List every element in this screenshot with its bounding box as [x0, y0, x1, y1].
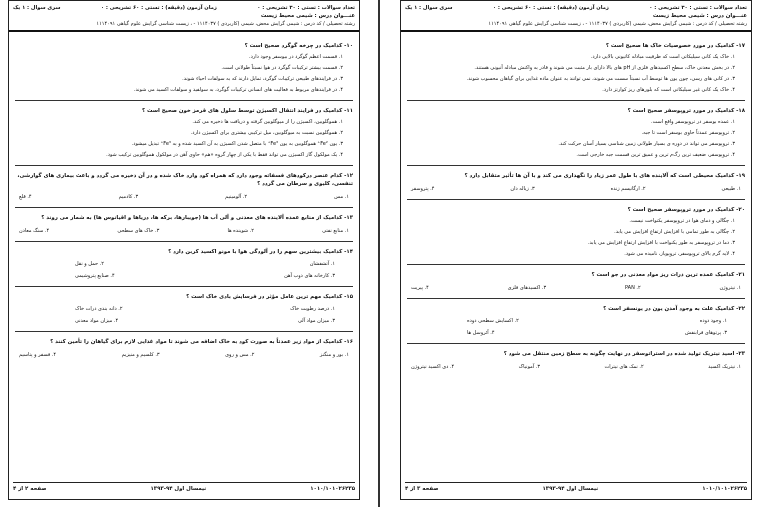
question-20: ۲۰- کدامیک در مورد تروپوسفر صحیح است ؟ — [627, 207, 745, 213]
option: ۱. عمده بوسفر در تروپوسفر واقع است. — [651, 119, 735, 125]
option: ۳. یون Fe²⁺ هموگلوبین به یون Fe³⁺ با متصل شدن اکسیژن به آن اکسید شده و به Fe³⁺ تبدیل میشود. — [131, 141, 343, 147]
option: ۳. کادمیم — [118, 194, 139, 200]
divider — [15, 100, 353, 101]
divider — [407, 264, 745, 265]
page-footer — [13, 482, 355, 495]
course-title: عنـــوان درس : شیمی محیط زیست — [652, 13, 747, 19]
option: ۱. طبیعی — [721, 186, 741, 192]
options-row — [411, 364, 741, 371]
option: ۳. میزان مواد آلی — [297, 318, 335, 324]
option: ۳. کلسیم و منیزیم — [121, 352, 160, 358]
option: ۲. دانه بندی ذرات خاک — [75, 306, 123, 312]
exam-header — [9, 1, 359, 32]
option: ۴. در فرایندهای مربوط به فعالیت های انسانی ترکیبات گوگرد، به سولفید و سولفات اکسید می شوند. — [133, 87, 343, 93]
option: ۴. لایه گرم بالای تروپوسفر، تروپوپاز، نامیده می شود. — [624, 251, 735, 257]
question-11: ۱۱- کدامیک در فرایند انتقال اکسیژن توسط سلول های قرمز خون صحیح است ؟ — [142, 108, 353, 114]
question-22: ۲۲- کدامیک علت به وجود آمدن یون در یونسفر است ؟ — [603, 306, 745, 312]
option: ۲. قسمت بیشتر ترکیبات گوگرد در هوا نسبتاً طولانی است. — [221, 65, 343, 71]
page-gutter — [378, 0, 380, 507]
option: ۴. میزان مواد معدنی — [75, 318, 119, 324]
exam-duration: زمان آزمون (دقیقه) : تستی : ۶۰ تشریحی : ۰ — [100, 5, 217, 11]
option: ۴. آئروسل ها — [467, 330, 495, 336]
question-18: ۱۸- کدامیک در مورد تروپوسفر صحیح است ؟ — [627, 108, 745, 114]
option: ۱. منابع نفتی — [322, 228, 349, 234]
option: ۱. درصد رطوبت خاک — [290, 306, 335, 312]
course-title: عنـــوان درس : شیمی محیط زیست — [260, 13, 355, 19]
option: ۴. فسفر و پتاسیم — [19, 352, 57, 358]
option: ۳. در کانی های رسی، چون یون ها توسط آب نسبتاً سست می شوند، نمی توانند به عنوان ماده غذایی برای گیاهان محسوب شوند. — [466, 76, 735, 82]
question-19: ۱۹- کدامیک محیطی است که آلاینده های با طول عمر زیاد را نگهداری می کند و با آن ها تأثیر متقابل دارد ؟ — [464, 173, 745, 179]
options-row — [411, 285, 741, 292]
option: ۲. نمک های نیترات — [604, 364, 644, 370]
option: ۳. پرتوهای فرابنفش — [685, 330, 727, 336]
option: ۴. پیریت — [411, 285, 429, 291]
header-row-1 — [405, 4, 747, 12]
divider — [15, 241, 353, 242]
question-series: سری سوال : ۱ یک — [13, 5, 61, 11]
divider — [407, 165, 745, 166]
option: ۳. در فرایندهای طبیعی ترکیبات گوگرد، تمایل دارند که به سولفات احیاء شوند. — [182, 76, 343, 82]
question-17: ۱۷- کدامیک در مورد خصوصیات خاک ها صحیح است ؟ — [605, 43, 745, 49]
footer-page-number: صفحه ۳ از ۴ — [405, 486, 439, 492]
option: ۳. دما در تروپوسفر به طور یکنواخت با افزایش ارتفاع افزایش می یابد. — [587, 240, 735, 246]
question-23: ۲۳- اسید نیتریک تولید شده در استراتوسفر در نهایت چگونه به سطح زمین منتقل می شود ؟ — [503, 351, 745, 357]
option: ۲. در بخش معدنی خاک، سطح اکسیدهای فلزی از pH های بالا دارای بار مثبت می شوند و قادر به واکنش مبادله آنیونی هستند. — [474, 65, 735, 71]
option: ۲. PAN — [624, 285, 641, 291]
option: ۴. قلع — [19, 194, 32, 200]
options-row — [19, 352, 349, 359]
option: ۲. مس و روی — [225, 352, 255, 358]
question-series: سری سوال : ۱ یک — [405, 5, 453, 11]
question-15: ۱۵- کدامیک مهم ترین عامل مؤثر در فرسایش بادی خاک است ؟ — [186, 294, 353, 300]
option: ۲. هموگلوبین نسبت به میوگلوبین، میل ترکیبی بیشتری برای اکسیژن دارد. — [190, 130, 343, 136]
options-row — [19, 194, 349, 201]
divider — [407, 100, 745, 101]
option: ۱. هموگلوبین، اکسیژن را از میوگلوبین گرفته و دریافت ها ذخیره می کند. — [192, 119, 343, 125]
header-row-1 — [13, 4, 355, 12]
exam-page-right — [400, 0, 752, 500]
questions-list — [9, 32, 359, 359]
question-10: ۱۰- کدامیک در چرخه گوگرد صحیح است ؟ — [244, 43, 353, 49]
question-16: ۱۶- کدامیک از مواد زیر عمدتاً به صورت کود به خاک اضافه می شوند تا مواد غذایی لازم برای گیاهان را تأمین کنند ؟ — [50, 339, 353, 345]
option: ۴. صنایع پتروشیمی — [75, 273, 115, 279]
option: ۲. تروپوسفر عمدتاً حاوی بوسفر است تا جبه. — [641, 130, 735, 136]
divider — [407, 199, 745, 200]
footer-code: ۱۰۱۰/۱۰۱۰۲۶۲۳۵ — [702, 486, 747, 492]
exam-page-left — [8, 0, 360, 500]
divider — [15, 207, 353, 208]
divider — [15, 286, 353, 287]
option: ۱. وجود دوده — [699, 318, 727, 324]
option: ۱. نیتروژن — [719, 285, 741, 291]
option: ۱. چگالی و دمای هوا در تروپوسفر یکنواخت نیست. — [629, 218, 735, 224]
question-21: ۲۱- کدامیک عمده ترین ذرات ریز مواد معدنی در جو است ؟ — [591, 272, 745, 278]
option: ۲. چگالی به طور تمامی با افزایش ارتفاع افزایش می یابد. — [614, 229, 735, 235]
option: ۳. کارخانه های ذوب آهن — [284, 273, 335, 279]
options-row — [467, 318, 727, 325]
question-14: ۱۴- کدامیک بیشترین سهم را در آلودگی هوا با مونو اکسید کربن دارد ؟ — [168, 249, 353, 255]
option: ۲. ارگانیسم زنده — [610, 186, 646, 192]
options-row — [75, 261, 335, 268]
divider — [407, 298, 745, 299]
option: ۱. آتشفشان — [309, 261, 335, 267]
footer-code: ۱۰۱۰/۱۰۱۰۲۶۲۳۵ — [310, 486, 355, 492]
option: ۱. خاک یک کانی سیلیکاتی است که ظرفیت مبادله کاتیونی بالایی دارد. — [590, 54, 735, 60]
option: ۴. خاک یک کانی غیر سیلیکاتی است که بلورهای ریز کوارتز دارد. — [602, 87, 735, 93]
page-footer — [405, 482, 747, 495]
option: ۱. نیتریک اکسید — [708, 364, 741, 370]
divider — [15, 165, 353, 166]
footer-term: نیمسال اول ۹۴-۱۳۹۳ — [542, 486, 599, 492]
field-code: رشته تحصیلی / کد درس : شیمی گرایش محض، شیمی (کاربردی ) ۱۱۱۴۰۳۷ - ، زیست شناسی گرایش علوم گیاهی ۱۱۱۴۰۹۱ — [96, 21, 355, 27]
question-count: تعداد سوالات : تستی : ۳۰ تشریحی : ۰ — [649, 5, 747, 11]
options-row — [75, 273, 335, 280]
questions-list — [401, 32, 751, 371]
option: ۱. قسمت اعظم گوگرد در بیوسفر وجود دارد. — [249, 54, 343, 60]
option: ۳. اکسیدهای فلزی — [507, 285, 547, 291]
footer-page-number: صفحه ۲ از ۴ — [13, 486, 47, 492]
option: ۳. خاک های سطحی — [117, 228, 160, 234]
options-row — [411, 186, 741, 193]
exam-header — [401, 1, 751, 32]
question-count: تعداد سوالات : تستی : ۳۰ تشریحی : ۰ — [257, 5, 355, 11]
option: ۲. شوینده ها — [227, 228, 254, 234]
option: ۲. آلومینیم — [225, 194, 248, 200]
options-row — [467, 330, 727, 337]
option: ۱. مس — [334, 194, 349, 200]
options-row — [19, 228, 349, 235]
option: ۱. بور و منگنز — [319, 352, 349, 358]
option: ۴. یک مولکول گاز اکسیژن می تواند فقط با یکی از چهار گروه «هم» حاوی آهن در مولکول هموگلوبین ترکیب شود. — [106, 152, 343, 158]
option: ۴. پتروسفر — [411, 186, 435, 192]
option: ۲. اکسایش سطحی دوده — [467, 318, 519, 324]
options-row — [75, 306, 335, 313]
option: ۴. تروپوسفر، ضعیف ترین رگ‌م ترین و عمیق ترین قسمت جبه خارجی است. — [576, 152, 735, 158]
field-code: رشته تحصیلی / کد درس : شیمی گرایش محض، شیمی (کاربردی ) ۱۱۱۴۰۳۷ - ، زیست شناسی گرایش علوم گیاهی ۱۱۱۴۰۹۱ — [488, 21, 747, 27]
option: ۴. سنگ معادن — [19, 228, 50, 234]
question-13: ۱۳- کدامیک از منابع عمده آلاینده های معدنی و آلی آب ها (جویبارها، برکه ها، دریاها و اقیانوس ها) به شمار می روند ؟ — [41, 215, 353, 221]
divider — [407, 343, 745, 344]
option: ۳. آمونیاک — [518, 364, 541, 370]
option: ۴. دی اکسید نیتروژن — [411, 364, 455, 370]
question-12: ۱۲- کدام عنصر درکودهای فسفاته وجود دارد که همراه کود وارد خاک شده و در آن ذخیره می گردد و باعث بیماری های گوارشی، تنفسی، کلیوی و سرطان می گردد ؟ — [17, 173, 353, 187]
option: ۲. حمل و نقل — [75, 261, 104, 267]
options-row — [75, 318, 335, 325]
footer-term: نیمسال اول ۹۴-۱۳۹۳ — [150, 486, 207, 492]
option: ۳. زباله دان — [510, 186, 535, 192]
exam-duration: زمان آزمون (دقیقه) : تستی : ۶۰ تشریحی : ۰ — [492, 5, 609, 11]
divider — [15, 331, 353, 332]
option: ۳. تروپوسفر می تواند در دوره ی بسیار طولانی زمین شناسی بسیار آسان حرکت کند. — [558, 141, 735, 147]
